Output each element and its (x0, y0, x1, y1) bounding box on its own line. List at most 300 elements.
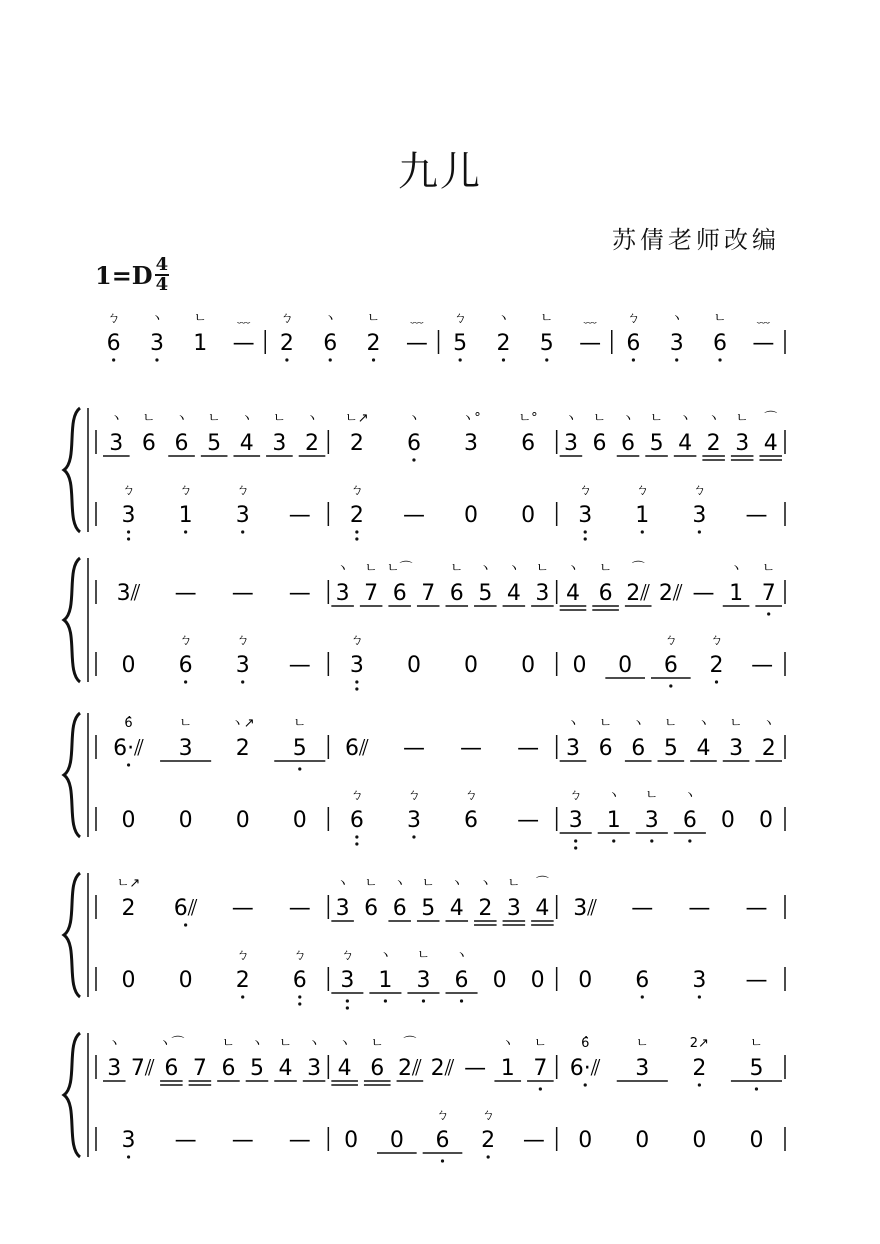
note: 0 (492, 968, 507, 993)
note: 7 (533, 1056, 548, 1081)
fingering-mark: ㄅ (453, 311, 467, 326)
low-octave-dot (755, 1087, 758, 1090)
note: 7⫽ (130, 1056, 155, 1081)
fingering-mark: ヽ (323, 311, 337, 326)
fingering-mark: ㄴ (207, 411, 221, 426)
time-unit: 4 (155, 274, 169, 295)
note: 6 (292, 968, 307, 993)
fingering-mark: ヽ (678, 411, 692, 426)
note: 4 (678, 431, 693, 456)
fingering-mark: ヽ (305, 411, 319, 426)
fingering-mark: ヽ° (461, 411, 481, 426)
fingering-mark: ㄅ (569, 788, 583, 803)
note: 2 (235, 736, 250, 761)
note: 3 (669, 331, 684, 356)
note: 1 (178, 503, 193, 528)
fingering-mark: ヽ⌒ (158, 1036, 185, 1051)
fingering-mark: ヽ (378, 948, 392, 963)
note: — (288, 1128, 311, 1153)
fingering-mark: ㄅ (664, 633, 678, 648)
note: 2⫽ (658, 581, 683, 606)
note: 0 (121, 653, 136, 678)
fingering-mark: ヽ (478, 561, 492, 576)
note: 0 (464, 653, 479, 678)
note: 5 (478, 581, 493, 606)
fingering-mark: ヽ (621, 411, 635, 426)
note: 0 (530, 968, 545, 993)
fingering-mark: ㄴ (222, 1036, 235, 1051)
note: 2 (121, 896, 136, 921)
fingering-mark: ﹏ (237, 311, 251, 326)
note: 1 (500, 1056, 515, 1081)
note: 3 (563, 431, 578, 456)
fingering-mark: ヽ (307, 1036, 321, 1051)
note: — (631, 896, 654, 921)
note: — (517, 808, 540, 833)
fingering-mark: ㄅ (350, 788, 364, 803)
note: — (579, 331, 602, 356)
fingering-mark: ㄴ° (518, 411, 538, 426)
note: 3 (635, 1056, 650, 1081)
low-octave-dot (574, 839, 577, 842)
note: 3 (335, 896, 350, 921)
note: 2 (481, 1128, 496, 1153)
fingering-mark: 6̂ (124, 716, 133, 731)
note: 6 (392, 896, 407, 921)
fingering-mark: ヽ (109, 411, 123, 426)
low-octave-dot (355, 835, 358, 838)
note: 6 (323, 331, 338, 356)
system-brace (64, 408, 80, 532)
fingering-mark: ㄴ↗ (345, 411, 369, 426)
fingering-mark: ㄴ (599, 561, 612, 576)
low-octave-dot (298, 995, 301, 998)
note: 3 (149, 331, 164, 356)
note: 2 (235, 968, 250, 993)
note: 5 (249, 1056, 264, 1081)
note: 1 (606, 808, 621, 833)
note: 3 (406, 808, 421, 833)
fingering-mark: ヽ (450, 876, 464, 891)
fingering-mark: ヽ (250, 1036, 264, 1051)
note: — (232, 331, 255, 356)
fingering-mark: ㄅ (481, 1108, 495, 1123)
fingering-mark: ヽ (566, 561, 580, 576)
note: 2 (692, 1056, 707, 1081)
note: 3 (565, 736, 580, 761)
arranger-credit: 苏倩老师改编 (612, 226, 780, 254)
low-octave-dot (460, 999, 463, 1002)
fingering-mark: ﹏ (410, 311, 424, 326)
note: 1 (729, 581, 744, 606)
fingering-mark: ヽ (607, 788, 621, 803)
note: 5 (539, 331, 554, 356)
low-octave-dot (346, 1006, 349, 1009)
low-octave-dot (329, 358, 332, 361)
note: 6 (521, 431, 536, 456)
note: 6 (406, 431, 421, 456)
low-octave-dot (127, 537, 130, 540)
note: 0 (521, 503, 536, 528)
note: — (402, 736, 425, 761)
fingering-mark: ヽ (175, 411, 189, 426)
system-brace (64, 558, 80, 682)
note: — (288, 653, 311, 678)
low-octave-dot (574, 846, 577, 849)
low-octave-dot (584, 1083, 587, 1086)
fingering-mark: ヽ (729, 561, 743, 576)
note: 3 (644, 808, 659, 833)
note: 0 (344, 1128, 359, 1153)
note: 5 (292, 736, 307, 761)
note: — (174, 581, 197, 606)
note: 0 (618, 653, 633, 678)
note: 6 (598, 581, 613, 606)
note: — (745, 968, 768, 993)
note: — (692, 581, 715, 606)
note: 3 (692, 968, 707, 993)
fingering-mark: ㄴ (735, 411, 749, 426)
fingering-mark: ㄅ (435, 1108, 450, 1123)
low-octave-dot (285, 358, 288, 361)
fingering-mark: ㄅ (692, 483, 706, 498)
note: 4 (763, 431, 778, 456)
note: 6 (631, 736, 646, 761)
note: — (688, 896, 711, 921)
low-octave-dot (459, 358, 462, 361)
low-octave-dot (346, 999, 349, 1002)
low-octave-dot (539, 1087, 542, 1090)
fingering-mark: ヽ (566, 716, 580, 731)
fingering-mark: ㄴ (599, 716, 612, 731)
note: 6 (392, 581, 407, 606)
note: 4 (449, 896, 464, 921)
fingering-mark: ㄴ (593, 411, 606, 426)
note: 3 (349, 653, 364, 678)
note: 6 (370, 1056, 385, 1081)
note: 3 (272, 431, 287, 456)
low-octave-dot (298, 767, 301, 770)
fingering-mark: ㄴ (417, 948, 430, 963)
low-octave-dot (669, 684, 672, 687)
note: 6 (164, 1056, 179, 1081)
low-octave-dot (487, 1155, 490, 1158)
note: 3 (107, 1056, 122, 1081)
low-octave-dot (241, 995, 244, 998)
fingering-mark: ㄅ (709, 633, 724, 648)
fingering-mark: ㄴ (645, 788, 659, 803)
low-octave-dot (632, 358, 635, 361)
fingering-mark: ヽ (478, 876, 492, 891)
note: — (460, 736, 483, 761)
note: 4 (506, 581, 521, 606)
low-octave-dot (698, 530, 701, 533)
low-octave-dot (641, 530, 644, 533)
fingering-mark: ヽ (501, 1036, 515, 1051)
note: 5 (749, 1056, 764, 1081)
note: 4 (239, 431, 254, 456)
note: 6 (663, 653, 678, 678)
low-octave-dot (718, 358, 721, 361)
note: — (288, 896, 311, 921)
fingering-mark: ヽ↗ (230, 716, 255, 731)
note: 3 (109, 431, 124, 456)
low-octave-dot (184, 680, 187, 683)
note: 3 (578, 503, 593, 528)
note: 0 (121, 808, 136, 833)
note: 0 (178, 808, 193, 833)
low-octave-dot (584, 530, 587, 533)
note: 6 (174, 431, 189, 456)
note: 6 (106, 331, 121, 356)
low-octave-dot (767, 612, 770, 615)
note: 3⫽ (573, 896, 598, 921)
fingering-mark: ㄅ (280, 311, 294, 326)
note: 6 (464, 808, 479, 833)
fingering-mark: ㄴ (367, 311, 380, 326)
note: — (745, 503, 768, 528)
note: 3 (235, 653, 250, 678)
note: 3 (506, 896, 521, 921)
fingering-mark: ㄅ (293, 948, 307, 963)
low-octave-dot (422, 999, 425, 1002)
fingering-mark: ヽ (707, 411, 721, 426)
note: 5 (207, 431, 222, 456)
fingering-mark: ㄴ (534, 1036, 547, 1051)
note: 3 (235, 503, 250, 528)
note: 6 (682, 808, 697, 833)
note: 2 (761, 736, 776, 761)
low-octave-dot (184, 923, 187, 926)
note: — (517, 736, 540, 761)
note: — (405, 331, 428, 356)
low-octave-dot (650, 839, 653, 842)
note: 2 (709, 653, 724, 678)
fingering-mark: ㄴ (279, 1036, 292, 1051)
key-label: 1=D (95, 260, 153, 290)
note: 6 (141, 431, 156, 456)
note: 4 (696, 736, 711, 761)
note: 0 (464, 503, 479, 528)
note: 3 (535, 581, 550, 606)
fingering-mark: ヽ (496, 311, 510, 326)
low-octave-dot (355, 680, 358, 683)
fingering-mark: ヽ (683, 788, 697, 803)
fingering-mark: ﹏ (756, 311, 770, 326)
fingering-mark: ヽ (762, 716, 776, 731)
fingering-mark: ㄴ (713, 311, 727, 326)
low-octave-dot (584, 537, 587, 540)
low-octave-dot (355, 687, 358, 690)
fingering-mark: ㄴ (507, 876, 521, 891)
fingering-mark: ヽ (696, 716, 710, 731)
note: 6 (621, 431, 636, 456)
fingering-mark: ㄅ (179, 633, 193, 648)
note: 3 (340, 968, 355, 993)
note: 4 (535, 896, 550, 921)
fingering-mark: ㄅ (626, 311, 640, 326)
note: 2 (478, 896, 493, 921)
fingering-mark: ㄴ⌒ (386, 561, 413, 576)
note: 1 (193, 331, 208, 356)
note: 7 (421, 581, 436, 606)
note: — (752, 331, 775, 356)
fingering-mark: ㄅ (407, 788, 421, 803)
note: 6⫽ (173, 896, 198, 921)
note: 3 (121, 1128, 136, 1153)
low-octave-dot (355, 537, 358, 540)
low-octave-dot (355, 530, 358, 533)
fingering-mark: ㄴ (370, 1036, 384, 1051)
low-octave-dot (545, 358, 548, 361)
fingering-mark: ヽ (338, 1036, 352, 1051)
note: — (231, 896, 254, 921)
low-octave-dot (241, 530, 244, 533)
note: 0 (292, 808, 307, 833)
note: 6 (449, 581, 464, 606)
note: — (751, 653, 774, 678)
note: 3 (464, 431, 479, 456)
fingering-mark: ⌒ (403, 1036, 417, 1051)
fingering-mark: ㄅ (179, 483, 193, 498)
fingering-mark: ㄴ (142, 411, 156, 426)
note: 0 (635, 1128, 650, 1153)
fingering-mark: ㄅ (236, 948, 250, 963)
note: 0 (121, 968, 136, 993)
low-octave-dot (441, 1159, 444, 1162)
note: 0 (572, 653, 587, 678)
low-octave-dot (715, 680, 718, 683)
note: 3 (692, 503, 707, 528)
note: 2 (496, 331, 511, 356)
note: 5 (453, 331, 468, 356)
note: 6 (221, 1056, 236, 1081)
note: 6 (178, 653, 193, 678)
fingering-mark: ㄴ (536, 561, 549, 576)
note: 5 (663, 736, 678, 761)
note: 0 (389, 1128, 404, 1153)
fingering-mark: ㄅ (464, 788, 478, 803)
note: 1 (378, 968, 393, 993)
note: — (231, 1128, 254, 1153)
note: 0 (406, 653, 421, 678)
note: 1 (635, 503, 650, 528)
note: 3 (729, 736, 744, 761)
note: 3 (416, 968, 431, 993)
note: 3 (335, 581, 350, 606)
note: 6 (713, 331, 728, 356)
note: 2 (706, 431, 721, 456)
note: — (231, 581, 254, 606)
system-brace (64, 873, 80, 997)
fingering-mark: ㄅ (107, 311, 121, 326)
low-octave-dot (698, 1083, 701, 1086)
note: 3⫽ (116, 581, 141, 606)
fingering-mark: ㄅ (350, 633, 364, 648)
note: 0 (692, 1128, 707, 1153)
low-octave-dot (355, 842, 358, 845)
note: 5 (649, 431, 664, 456)
note: 6·⫽ (569, 1056, 601, 1081)
note: 7 (364, 581, 379, 606)
low-octave-dot (688, 839, 691, 842)
fingering-mark: ㄅ (578, 483, 592, 498)
low-octave-dot (241, 680, 244, 683)
note: 6 (349, 808, 364, 833)
note: 6 (626, 331, 641, 356)
fingering-mark: ヽ (240, 411, 254, 426)
fingering-mark: ㄴ (364, 876, 378, 891)
low-octave-dot (384, 999, 387, 1002)
fingering-mark: ヽ (455, 948, 469, 963)
fingering-mark: ㄴ (293, 716, 307, 731)
note: 6 (598, 736, 613, 761)
fingering-mark: 6̂ (581, 1036, 590, 1051)
note: — (522, 1128, 545, 1153)
low-octave-dot (127, 530, 130, 533)
low-octave-dot (641, 995, 644, 998)
low-octave-dot (184, 530, 187, 533)
fingering-mark: ㄴ (273, 411, 286, 426)
fingering-mark: ㄴ (729, 716, 743, 731)
note: 2 (366, 331, 381, 356)
note: — (402, 503, 425, 528)
note: 6·⫽ (113, 736, 144, 761)
fingering-mark: ㄅ (236, 483, 250, 498)
low-octave-dot (155, 358, 158, 361)
note: 5 (421, 896, 436, 921)
fingering-mark: ㄴ (636, 1036, 649, 1051)
low-octave-dot (127, 763, 130, 766)
low-octave-dot (112, 358, 115, 361)
fingering-mark: ヽ (507, 561, 521, 576)
note: 0 (720, 808, 735, 833)
fingering-mark: ㄴ (650, 411, 663, 426)
fingering-mark: ㄅ (350, 483, 364, 498)
low-octave-dot (412, 458, 415, 461)
fingering-mark: ㄴ (421, 876, 435, 891)
note: — (745, 896, 768, 921)
note: 7 (192, 1056, 207, 1081)
note: 4 (565, 581, 580, 606)
note: 3 (178, 736, 193, 761)
low-octave-dot (698, 995, 701, 998)
fingering-mark: ㄴ (750, 1036, 763, 1051)
note: — (288, 581, 311, 606)
low-octave-dot (412, 835, 415, 838)
note: 0 (758, 808, 773, 833)
fingering-mark: ヽ (336, 876, 350, 891)
note: 2⫽ (397, 1056, 422, 1081)
low-octave-dot (612, 839, 615, 842)
fingering-mark: ヽ (393, 876, 407, 891)
fingering-mark: ㄴ (194, 311, 207, 326)
fingering-mark: ㄴ (450, 561, 464, 576)
low-octave-dot (127, 1155, 130, 1158)
note: 6 (364, 896, 379, 921)
note: — (288, 503, 311, 528)
fingering-mark: ⌒ (631, 561, 645, 576)
fingering-mark: ㄅ (340, 948, 354, 963)
note: 2⫽ (430, 1056, 455, 1081)
fingering-mark: ㄴ (540, 311, 554, 326)
fingering-mark: ヽ (670, 311, 684, 326)
low-octave-dot (502, 358, 505, 361)
fingering-mark: 2↗ (689, 1036, 709, 1051)
note: 4 (278, 1056, 293, 1081)
low-octave-dot (298, 1002, 301, 1005)
note: 6 (435, 1128, 450, 1153)
